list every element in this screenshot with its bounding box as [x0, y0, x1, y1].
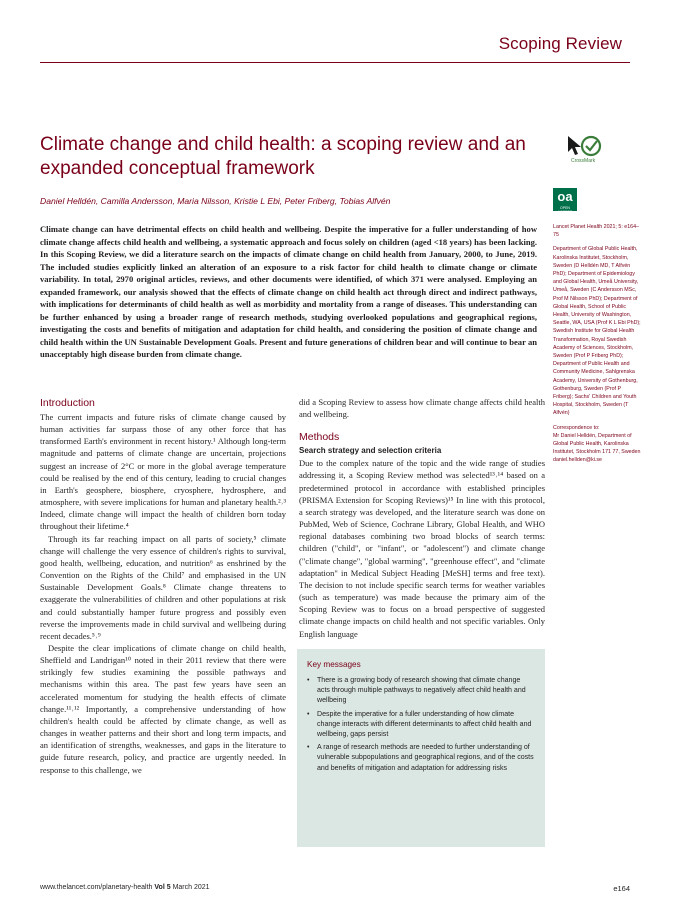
volume: Vol 5 [154, 884, 171, 891]
article-title: Climate change and child health: a scoping review and an expanded conceptual framework [40, 134, 526, 179]
author-list[interactable]: Daniel Helldén, Camilla Andersson, Maria Nilsson, Kristie L Ebi, Peter Friberg, Tobias Alfvén [40, 196, 391, 206]
body-column-left [40, 396, 286, 776]
intro-heading: Introduction [40, 397, 95, 409]
intro-continuation: did a Scoping Review to assess how climate change affects child health and wellbeing. [299, 397, 545, 420]
issue-date: March 2021 [172, 884, 210, 891]
crossmark-icon[interactable] [560, 132, 610, 172]
header-rule [40, 62, 630, 63]
key-messages-list [307, 676, 535, 774]
key-messages-heading: Key messages [307, 660, 361, 669]
oa-text: oa [557, 189, 573, 204]
sidebar-notes [553, 223, 641, 465]
intro-paragraph-2: Through its far reaching impact on all parts of society,⁵ climate change will challenge the very essence of children's rights to survival, good health, wellbeing, education, and nutrition⁶ as enshrined by the Convention on the Rights of the Child⁷ and emphasised in the UN Sustainable Development Goals.⁸ Climate change threatens to exaggerate the vulnerabilities of children and other populations at risk and could substantially hamper future progress and possibly even reverse the improvements made in child survival and wellbeing during recent decades.⁵˒⁹ [40, 533, 286, 641]
intro-paragraph-3: Despite the clear implications of climate change on child health, Sheffield and Landrigan¹⁰ noted in their 2011 review that there were strikingly few studies examining the possible pathways and mechanisms within this area. The past few years have seen an accelerated momentum for studying the health effects of climate change.¹¹˒¹² Importantly, a comprehensive understanding of how children's health could be affected by climate change, as well as changes in weather patterns and their short and long term impacts, and an identification of strengths, weaknesses, and gaps in the literature to guide future research, policy, and practice are urgently needed. In response to this challenge, we [40, 642, 286, 775]
abstract: Climate change can have detrimental effects on child health and wellbeing. Despite the imperative for a fuller understanding of how climate change affects child health and wellbeing, a systematic approach and focus solely on children (aged <18 years) has been lacking. In this Scoping Review, we did a literature search on the impacts of climate change on child health from January, 2000, to June, 2019. The included studies explicitly linked an alteration of an exposure to a risk factor for child health to climate change or climate variability. In total, 2970 original articles, reviews, and other documents were identified, of which 371 were analysed. Employing an expanded framework, our analysis showed that the effects of climate change on child health act through direct and indirect pathways, with implications for determinants of child health as well as morbidity and mortality from a range of diseases. This understanding can be further enhanced by using a broader range of research methods, studying overlooked populations and geographical regions, investigating the costs and benefits of mitigation and adaptation for child health, and considering the position of climate change and child health within the UN Sustainable Development Goals. Present and future generations of children bear and will continue to bear an unacceptably high disease burden from climate change. [40, 224, 537, 359]
intro-paragraph-1: The current impacts and future risks of climate change caused by human activities far surpass those of any other force that has transformed Earth's environment in recent history.¹ Although long-term magnitude and patterns of climate change are uncertain, projections suggest an increase of 2°C or more in the global average temperature could be realised by the end of this century, leading to crucial changes in Earth's geosphere, biosphere, cryosphere, hydrosphere, and atmosphere, with severe implications for human and planetary health.²˒³ Indeed, climate change will impact the health of children born today throughout their lifetime.⁴ [40, 412, 286, 532]
correspondence-email[interactable]: daniel.hellden@ki.se [553, 457, 602, 464]
search-strategy-heading: Search strategy and selection criteria [299, 446, 442, 456]
page-number: e164 [613, 884, 630, 893]
methods-heading: Methods [299, 431, 340, 444]
citation: Lancet Planet Health 2021; 5: e164–75 [553, 224, 639, 239]
journal-url[interactable]: www.thelancet.com/planetary-health [40, 884, 153, 891]
page-footer [40, 884, 630, 891]
correspondence-heading: Correspondence to: [553, 424, 600, 431]
key-message-item: • There is a growing body of research showing that climate change acts through multiple pathways to negatively affect child health and wellbeing [307, 676, 535, 707]
open-access-label: OPEN ACCESS [557, 206, 573, 214]
affiliations: Department of Global Public Health, Karolinska Institutet, Stockholm, Sweden (D Helldén MD, T Alfvén PhD); Department of Epidemiology and Global Health, Umeå University, Umeå, Sweden (C Andersson MSc, Prof M Nilsson PhD); Department of Global Health, School of Public Health, University of Washington, Seattle, WA, USA (Prof K L Ebi PhD); Swedish Institute for Global Health Transformation, Royal Swedish Academy of Sciences, Stockholm, Sweden (Prof P Friberg PhD); Department of Public Health and Community Medicine, Sahlgrenska Academy, University of Gothenburg, Gothenburg, Sweden (Prof P Friberg); Sachs' Children and Youth Hospital, Stockholm, Sweden (T Alfvén) [553, 246, 641, 417]
section-label: Scoping Review [498, 34, 622, 53]
correspondence-address: Mr Daniel Helldén, Department of Global Public Health, Karolinska Institutet, Stockholm 171 77, Sweden [553, 432, 641, 456]
key-message-item: • Despite the imperative for a fuller understanding of how climate change interacts with different determinants to affect child health and wellbeing, gaps persist [307, 710, 535, 741]
key-messages-panel [297, 649, 545, 847]
methods-paragraph-1: Due to the complex nature of the topic and the wide range of studies addressing it, a Scoping Review method was selected¹³˒¹⁴ based on a predetermined protocol in accordance with established principles (PRISMA Extension for Scoping Reviews)¹⁵ In line with this protocol, a search strategy was developed, and the literature search was done on PubMed, Web of Science, Cochrane Library, Global Health, and WHO regional databases combining two broad blocks of search terms: children ("child", or "infant", or "adolescent") and climate change ("climate change", "global warming", "greenhouse effect", and "climate adaptation" in Medical Subject Heading [MeSH] terms and free text). The decision to not include specific search terms for weather variables (such as temperature) was made because the primary aim of the Scoping Review was to focus on a broad perspective of suggested climate change impacts on child health and not specific variables. Only English language [299, 458, 545, 639]
key-message-item: • A range of research methods are needed to further understanding of vulnerable subpopulations and geographical regions, and of the costs and benefits of mitigation and adaptation for addressing risks [307, 743, 535, 774]
body-column-right [299, 396, 545, 640]
crossmark-label: CrossMark [571, 158, 596, 164]
